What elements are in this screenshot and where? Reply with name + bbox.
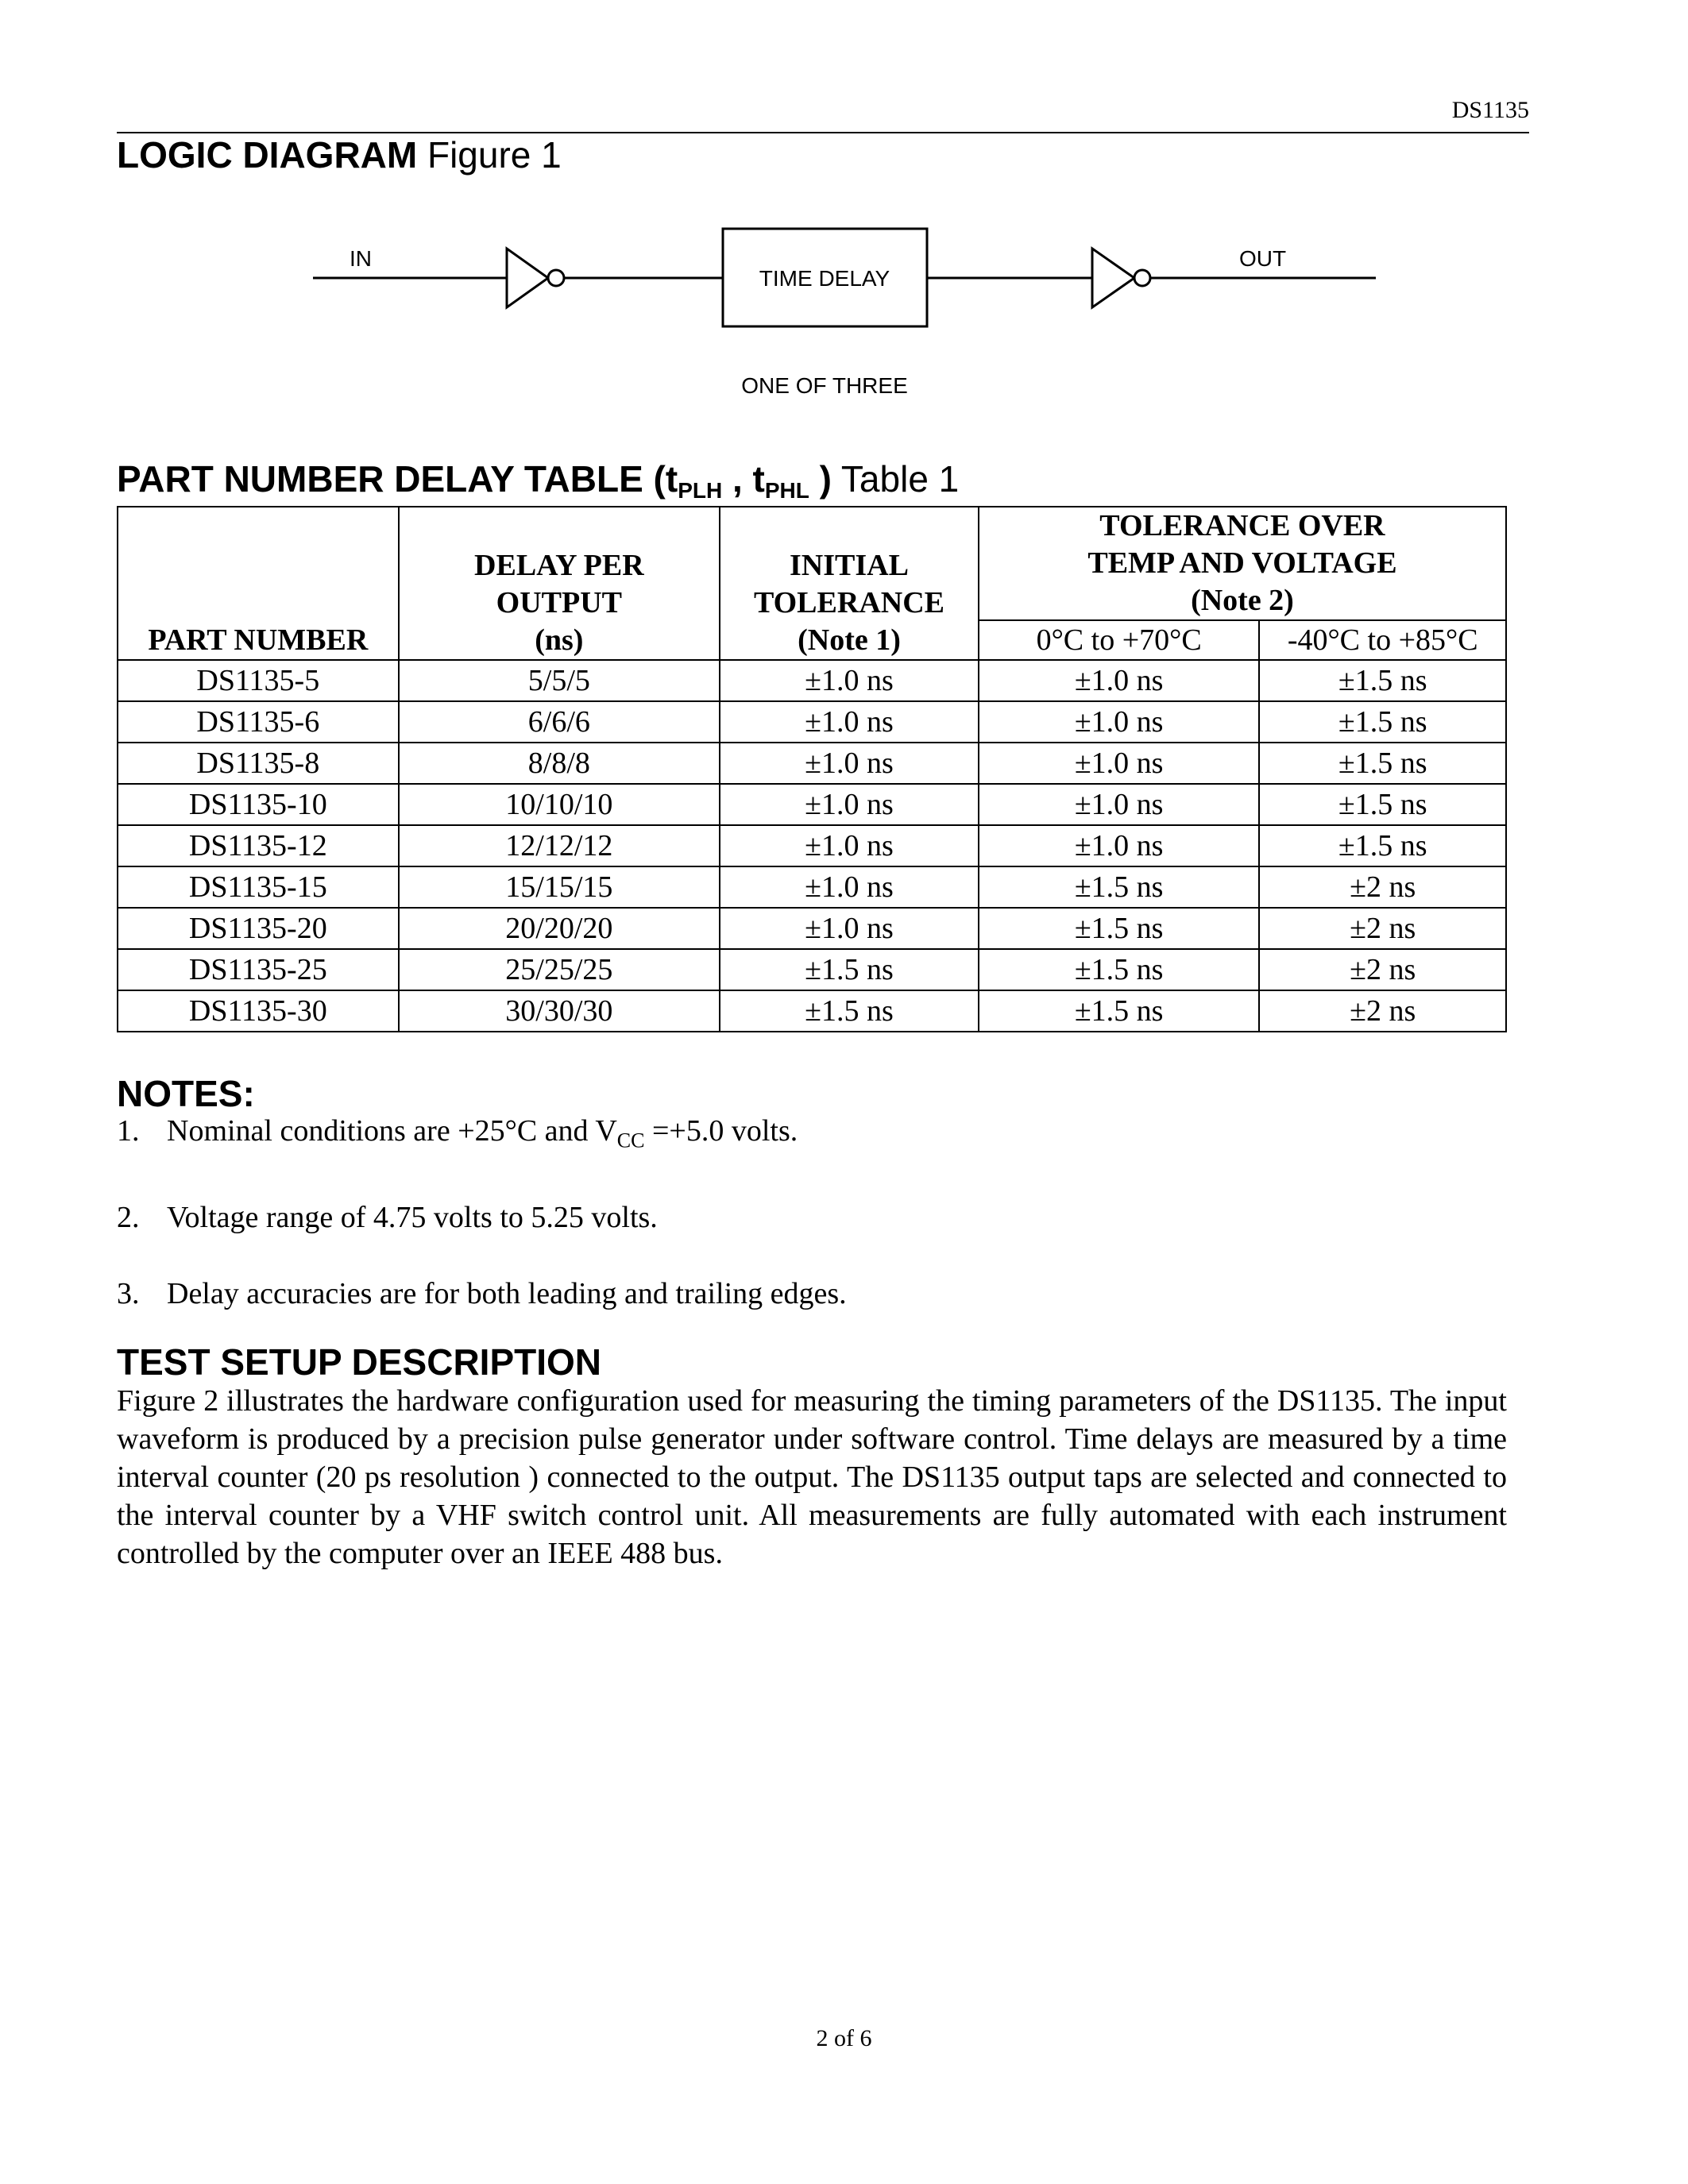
notes-list [117,1112,1531,1351]
test-setup-heading: TEST SETUP DESCRIPTION [117,1341,602,1383]
input-inverter-icon [507,249,548,307]
note-number: 2. [117,1200,140,1234]
header-tolerance-over-temp: TOLERANCE OVER TEMP AND VOLTAGE (Note 2) [979,507,1506,620]
page-header [117,97,1529,133]
note-2: 2. Voltage range of 4.75 volts to 5.25 volts. [117,1198,1531,1237]
in-label: IN [350,246,372,271]
header-delay-per-output: DELAY PER OUTPUT (ns) [399,507,720,660]
figure-caption: ONE OF THREE [741,373,908,398]
note-number: 1. [117,1114,140,1148]
delay-table-heading [117,457,959,504]
table-label: Table 1 [831,458,960,500]
test-setup-paragraph: Figure 2 illustrates the hardware configuration used for measuring the timing parameters of the DS1135. The input waveform is produced by a precision pulse generator under software control. Time delays are measured by a time interval counter (20 ps resolution ) connected to the output. The DS1135 output taps are selected and connected to the interval counter by a VHF switch control unit. All measurements are fully automated with each instrument controlled by the computer over an IEEE 488 bus. [117,1384,1507,1570]
page-number: 2 of 6 [816,2025,872,2051]
logic-diagram-figure [302,222,1414,421]
header-range-0-70: 0°C to +70°C [979,620,1259,660]
header-part-number: PART NUMBER [118,507,399,660]
table-title-part2: , t [722,458,765,500]
document-id: DS1135 [1451,97,1529,123]
header-range-neg40-85: -40°C to +85°C [1259,620,1506,660]
table-row: DS1135-25 25/25/25 ±1.5 ns ±1.5 ns ±2 ns [118,949,1506,990]
note-1: 1. Nominal conditions are +25°C and $V_{CC} =+5.0$ volts. [117,1112,1531,1160]
header-initial-tolerance: INITIAL TOLERANCE (Note 1) [720,507,979,660]
logic-diagram-title: LOGIC DIAGRAM [117,134,418,176]
logic-diagram-heading [117,133,562,176]
table-row: DS1135-10 10/10/10 ±1.0 ns ±1.0 ns ±1.5 ns [118,784,1506,825]
table-row: DS1135-12 12/12/12 ±1.0 ns ±1.0 ns ±1.5 ns [118,825,1506,866]
note-number: 3. [117,1276,140,1310]
out-label: OUT [1239,246,1287,271]
table-title-sub2: PHL [764,478,809,503]
notes-heading: NOTES: [117,1073,255,1114]
part-number-delay-table [117,506,1507,1032]
table-row: DS1135-15 15/15/15 ±1.0 ns ±1.5 ns ±2 ns [118,866,1506,908]
table-title-sub1: PLH [678,478,723,503]
note-3: 3. Delay accuracies are for both leading and trailing edges. [117,1275,1531,1313]
table-row: DS1135-30 30/30/30 ±1.5 ns ±1.5 ns ±2 ns [118,990,1506,1032]
output-inverter-icon [1092,249,1134,307]
table-row: DS1135-8 8/8/8 ±1.0 ns ±1.0 ns ±1.5 ns [118,743,1506,784]
figure-label: Figure 1 [417,134,562,176]
input-inverter-bubble-icon [548,270,564,286]
table-title-part3: ) [809,458,832,500]
table-row: DS1135-5 5/5/5 ±1.0 ns ±1.0 ns ±1.5 ns [118,660,1506,701]
table-row: DS1135-20 20/20/20 ±1.0 ns ±1.5 ns ±2 ns [118,908,1506,949]
output-inverter-bubble-icon [1134,270,1150,286]
table-row: DS1135-6 6/6/6 ±1.0 ns ±1.0 ns ±1.5 ns [118,701,1506,743]
table-title-part1: PART NUMBER DELAY TABLE (t [117,458,678,500]
time-delay-label: TIME DELAY [759,266,890,291]
